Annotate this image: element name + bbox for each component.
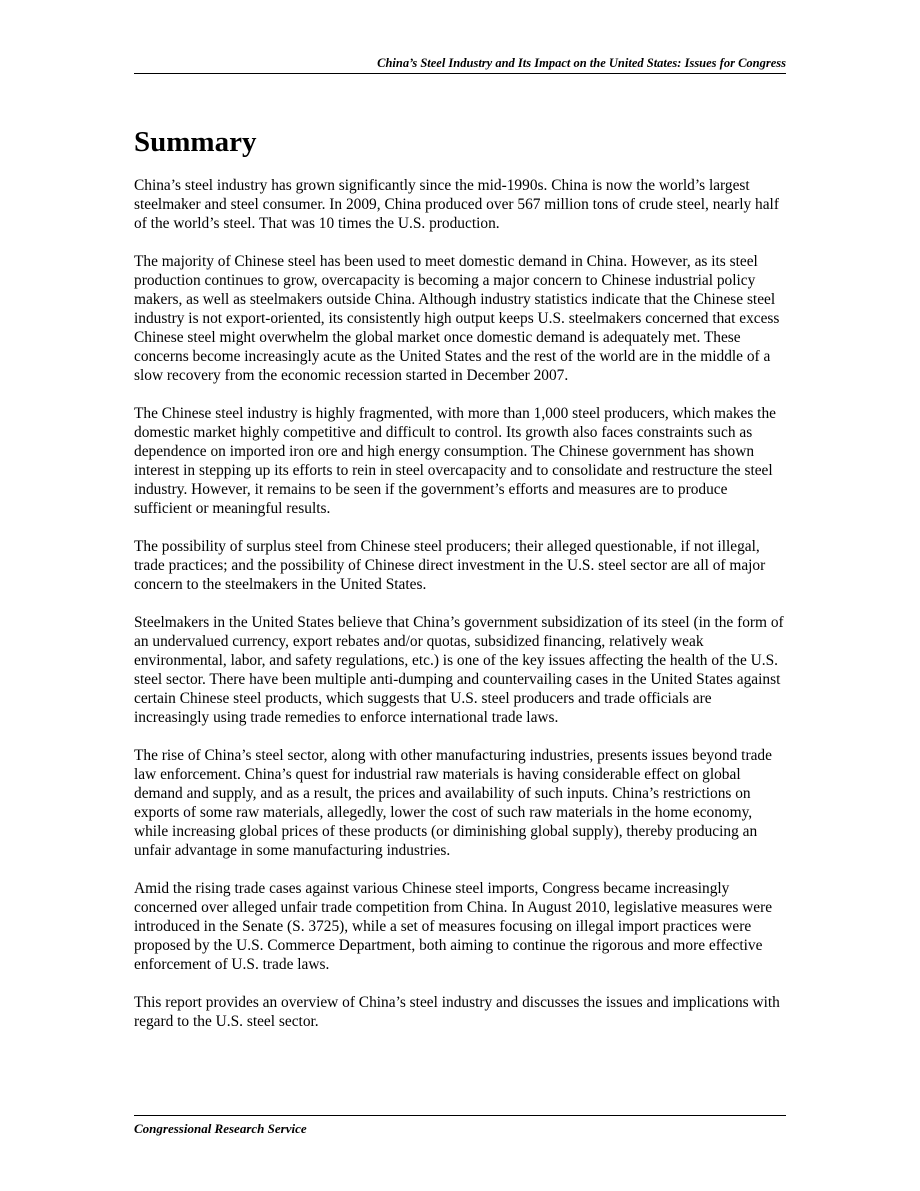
paragraph: The possibility of surplus steel from Chinese steel producers; their alleged questionable, if not illegal, trade practices; and the possibility of Chinese direct investment in the U.S. steel sector are all of major concern to the steelmakers in the United States. bbox=[134, 538, 766, 594]
paragraph: Amid the rising trade cases against various Chinese steel imports, Congress became increasingly concerned over alleged unfair trade competition from China. In August 2010, legislative measures were introduced in the Senate (S. 3725), while a set of measures focusing on illegal import practices were proposed by the U.S. Commerce Department, both aiming to continue the rigorous and more effective enforcement of U.S. trade laws. bbox=[134, 879, 773, 974]
paragraph: Steelmakers in the United States believe that China’s government subsidization of its steel (in the form of an undervalued currency, export rebates and/or quotas, subsidized financing, relatively weak environmental, labor, and safety regulations, etc.) is one of the key issues affecting the health of the U.S. steel sector. There have been multiple anti-dumping and countervailing cases in the United States against certain Chinese steel products, which suggests that U.S. steel producers and trade officials are increasingly using trade remedies to enforce international trade laws. bbox=[134, 613, 784, 727]
paragraph: This report provides an overview of China’s steel industry and discusses the issues and implications with regard to the U.S. steel sector. bbox=[134, 993, 780, 1030]
running-header: China’s Steel Industry and Its Impact on the United States: Issues for Congress bbox=[134, 55, 786, 74]
paragraph: China’s steel industry has grown significantly since the mid-1990s. China is now the world’s largest steelmaker and steel consumer. In 2009, China produced over 567 million tons of crude steel, nearly half of the world’s steel. That was 10 times the U.S. production. bbox=[134, 177, 779, 233]
running-footer: Congressional Research Service bbox=[134, 1115, 786, 1137]
paragraph: The Chinese steel industry is highly fragmented, with more than 1,000 steel producers, which makes the domestic market highly competitive and difficult to control. Its growth also faces constraints such as dependence on imported iron ore and high energy consumption. The Chinese government has shown interest in stepping up its efforts to rein in steel overcapacity and to consolidate and restructure the steel industry. However, it remains to be seen if the government’s efforts and measures are to produce sufficient or meaningful results. bbox=[134, 404, 776, 518]
paragraph: The rise of China’s steel sector, along with other manufacturing industries, presents issues beyond trade law enforcement. China’s quest for industrial raw materials is having considerable effect on global demand and supply, and as a result, the prices and availability of such inputs. China’s restrictions on exports of some raw materials, allegedly, lower the cost of such raw materials in the home economy, while increasing global prices of these products (or diminishing global supply), thereby producing an unfair advantage in some manufacturing industries. bbox=[134, 746, 772, 860]
paragraph: The majority of Chinese steel has been used to meet domestic demand in China. However, as its steel production continues to grow, overcapacity is becoming a major concern to Chinese industrial policy makers, as well as steelmakers outside China. Although industry statistics indicate that the Chinese steel industry is not export-oriented, its consistently high output keeps U.S. steelmakers concerned that excess Chinese steel might overwhelm the global market once domestic demand is adequately met. These concerns become increasingly acute as the United States and the rest of the world are in the middle of a slow recovery from the economic recession started in December 2007. bbox=[134, 252, 780, 385]
page-title: Summary bbox=[134, 126, 257, 158]
summary-body bbox=[134, 176, 786, 1050]
